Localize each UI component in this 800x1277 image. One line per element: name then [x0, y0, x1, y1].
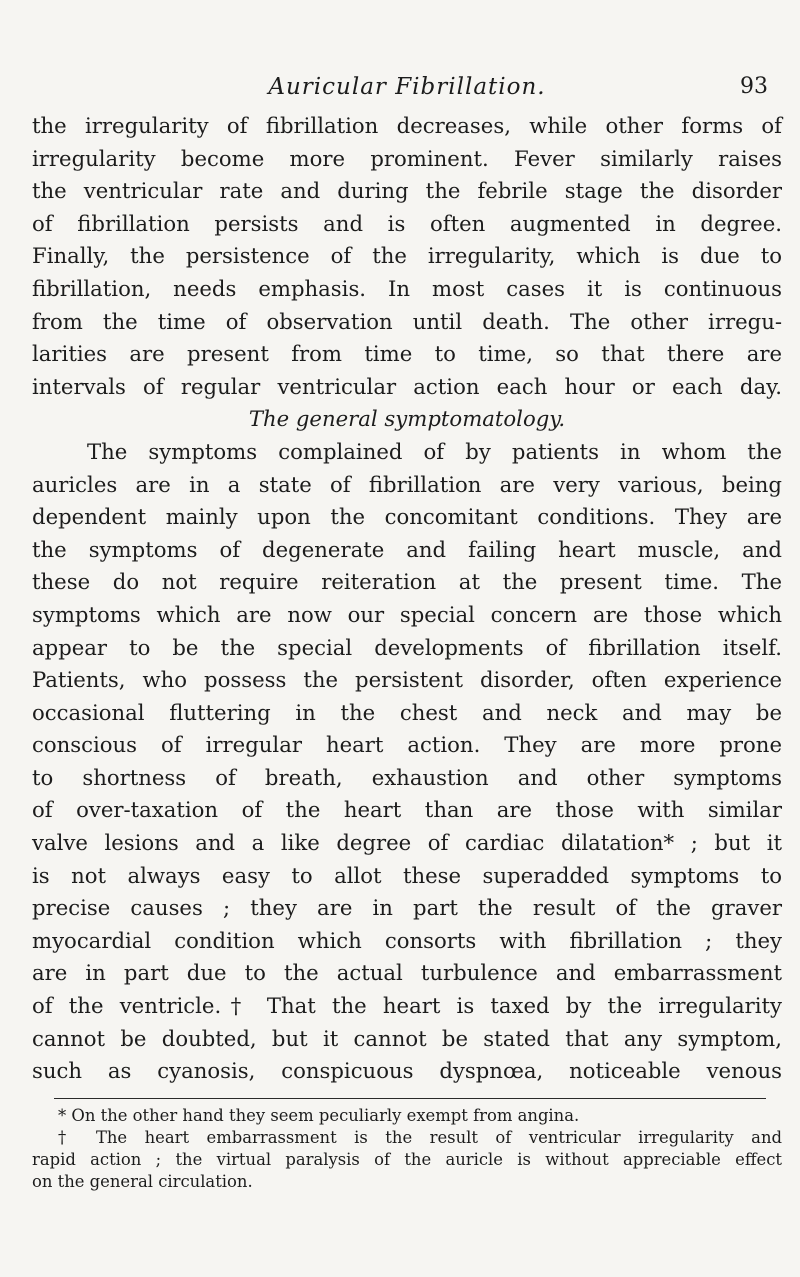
text-line: larities are present from time to time, so that there are: [32, 341, 782, 367]
text-line: valve lesions and a like degree of cardiac dilatation* ; but it: [32, 830, 782, 856]
text-line: dependent mainly upon the concomitant conditions. They are: [32, 504, 782, 530]
text-line: auricles are in a state of fibrillation are very various, being: [32, 471, 782, 497]
text-line: conscious of irregular heart action. They are more prone: [32, 732, 782, 758]
text-line: from the time of observation until death. The other irregu-: [32, 308, 782, 334]
text-line: of the ventricle.† That the heart is taxed by the irregularity: [32, 993, 782, 1019]
footnote-1: * On the other hand they seem peculiarly exempt from angina.: [58, 1105, 580, 1125]
text-line: the symptoms of degenerate and failing heart muscle, and: [32, 536, 782, 562]
text-line: the irregularity of fibrillation decreases, while other forms of: [32, 113, 782, 138]
text-line: Finally, the persistence of the irregularity, which is due to: [32, 243, 782, 269]
text-line: symptoms which are now our special concern are those which: [32, 601, 782, 627]
footnote-2-line: on the general circulation.: [32, 1171, 253, 1191]
text-line: Patients, who possess the persistent disorder, often experience: [32, 667, 782, 693]
book-page: [32, 66, 782, 1193]
footnotes: [32, 1105, 782, 1193]
text-line: myocardial condition which consorts with fibrillation ; they: [32, 927, 782, 953]
text-line: precise causes ; they are in part the result of the graver: [32, 895, 782, 921]
text-line: is not always easy to allot these superadded symptoms to: [32, 862, 782, 888]
running-head-title: Auricular Fibrillation.: [268, 74, 546, 100]
text-line: these do not require reiteration at the present time. The: [32, 569, 782, 595]
text-line: irregularity become more prominent. Fever similarly raises: [32, 145, 782, 171]
text-line: such as cyanosis, conspicuous dyspnœa, noticeable venous: [32, 1058, 782, 1084]
text-line: fibrillation, needs emphasis. In most cases it is continuous: [32, 275, 782, 301]
footnote-divider: [54, 1098, 766, 1099]
text-line: intervals of regular ventricular action each hour or each day.: [32, 373, 782, 399]
text-line: appear to be the special developments of fibrillation itself.: [32, 634, 782, 660]
running-head: [32, 66, 782, 110]
text-line: to shortness of breath, exhaustion and other symptoms: [32, 764, 782, 790]
body-text: [32, 110, 782, 1088]
text-line: cannot be doubted, but it cannot be stated that any symptom,: [32, 1025, 782, 1051]
text-line: The symptoms complained of by patients in whom the: [87, 438, 782, 464]
text-line: occasional fluttering in the chest and neck and may be: [32, 699, 782, 725]
text-line: the ventricular rate and during the febrile stage the disorder: [32, 178, 782, 204]
text-line: of fibrillation persists and is often augmented in degree.: [32, 210, 782, 236]
section-heading: The general symptomatology.: [248, 406, 566, 432]
paragraph-1: [32, 110, 782, 403]
footnote-2-line: † The heart embarrassment is the result of ventricular irregularity and: [58, 1127, 782, 1147]
footnote-2-line: rapid action ; the virtual paralysis of the auricle is without appreciable effect: [32, 1149, 782, 1169]
text-line: of over-taxation of the heart than are those with similar: [32, 797, 782, 823]
text-line: are in part due to the actual turbulence and embarrassment: [32, 960, 782, 986]
page-number: 93: [740, 74, 768, 99]
paragraph-2: [32, 436, 782, 1088]
